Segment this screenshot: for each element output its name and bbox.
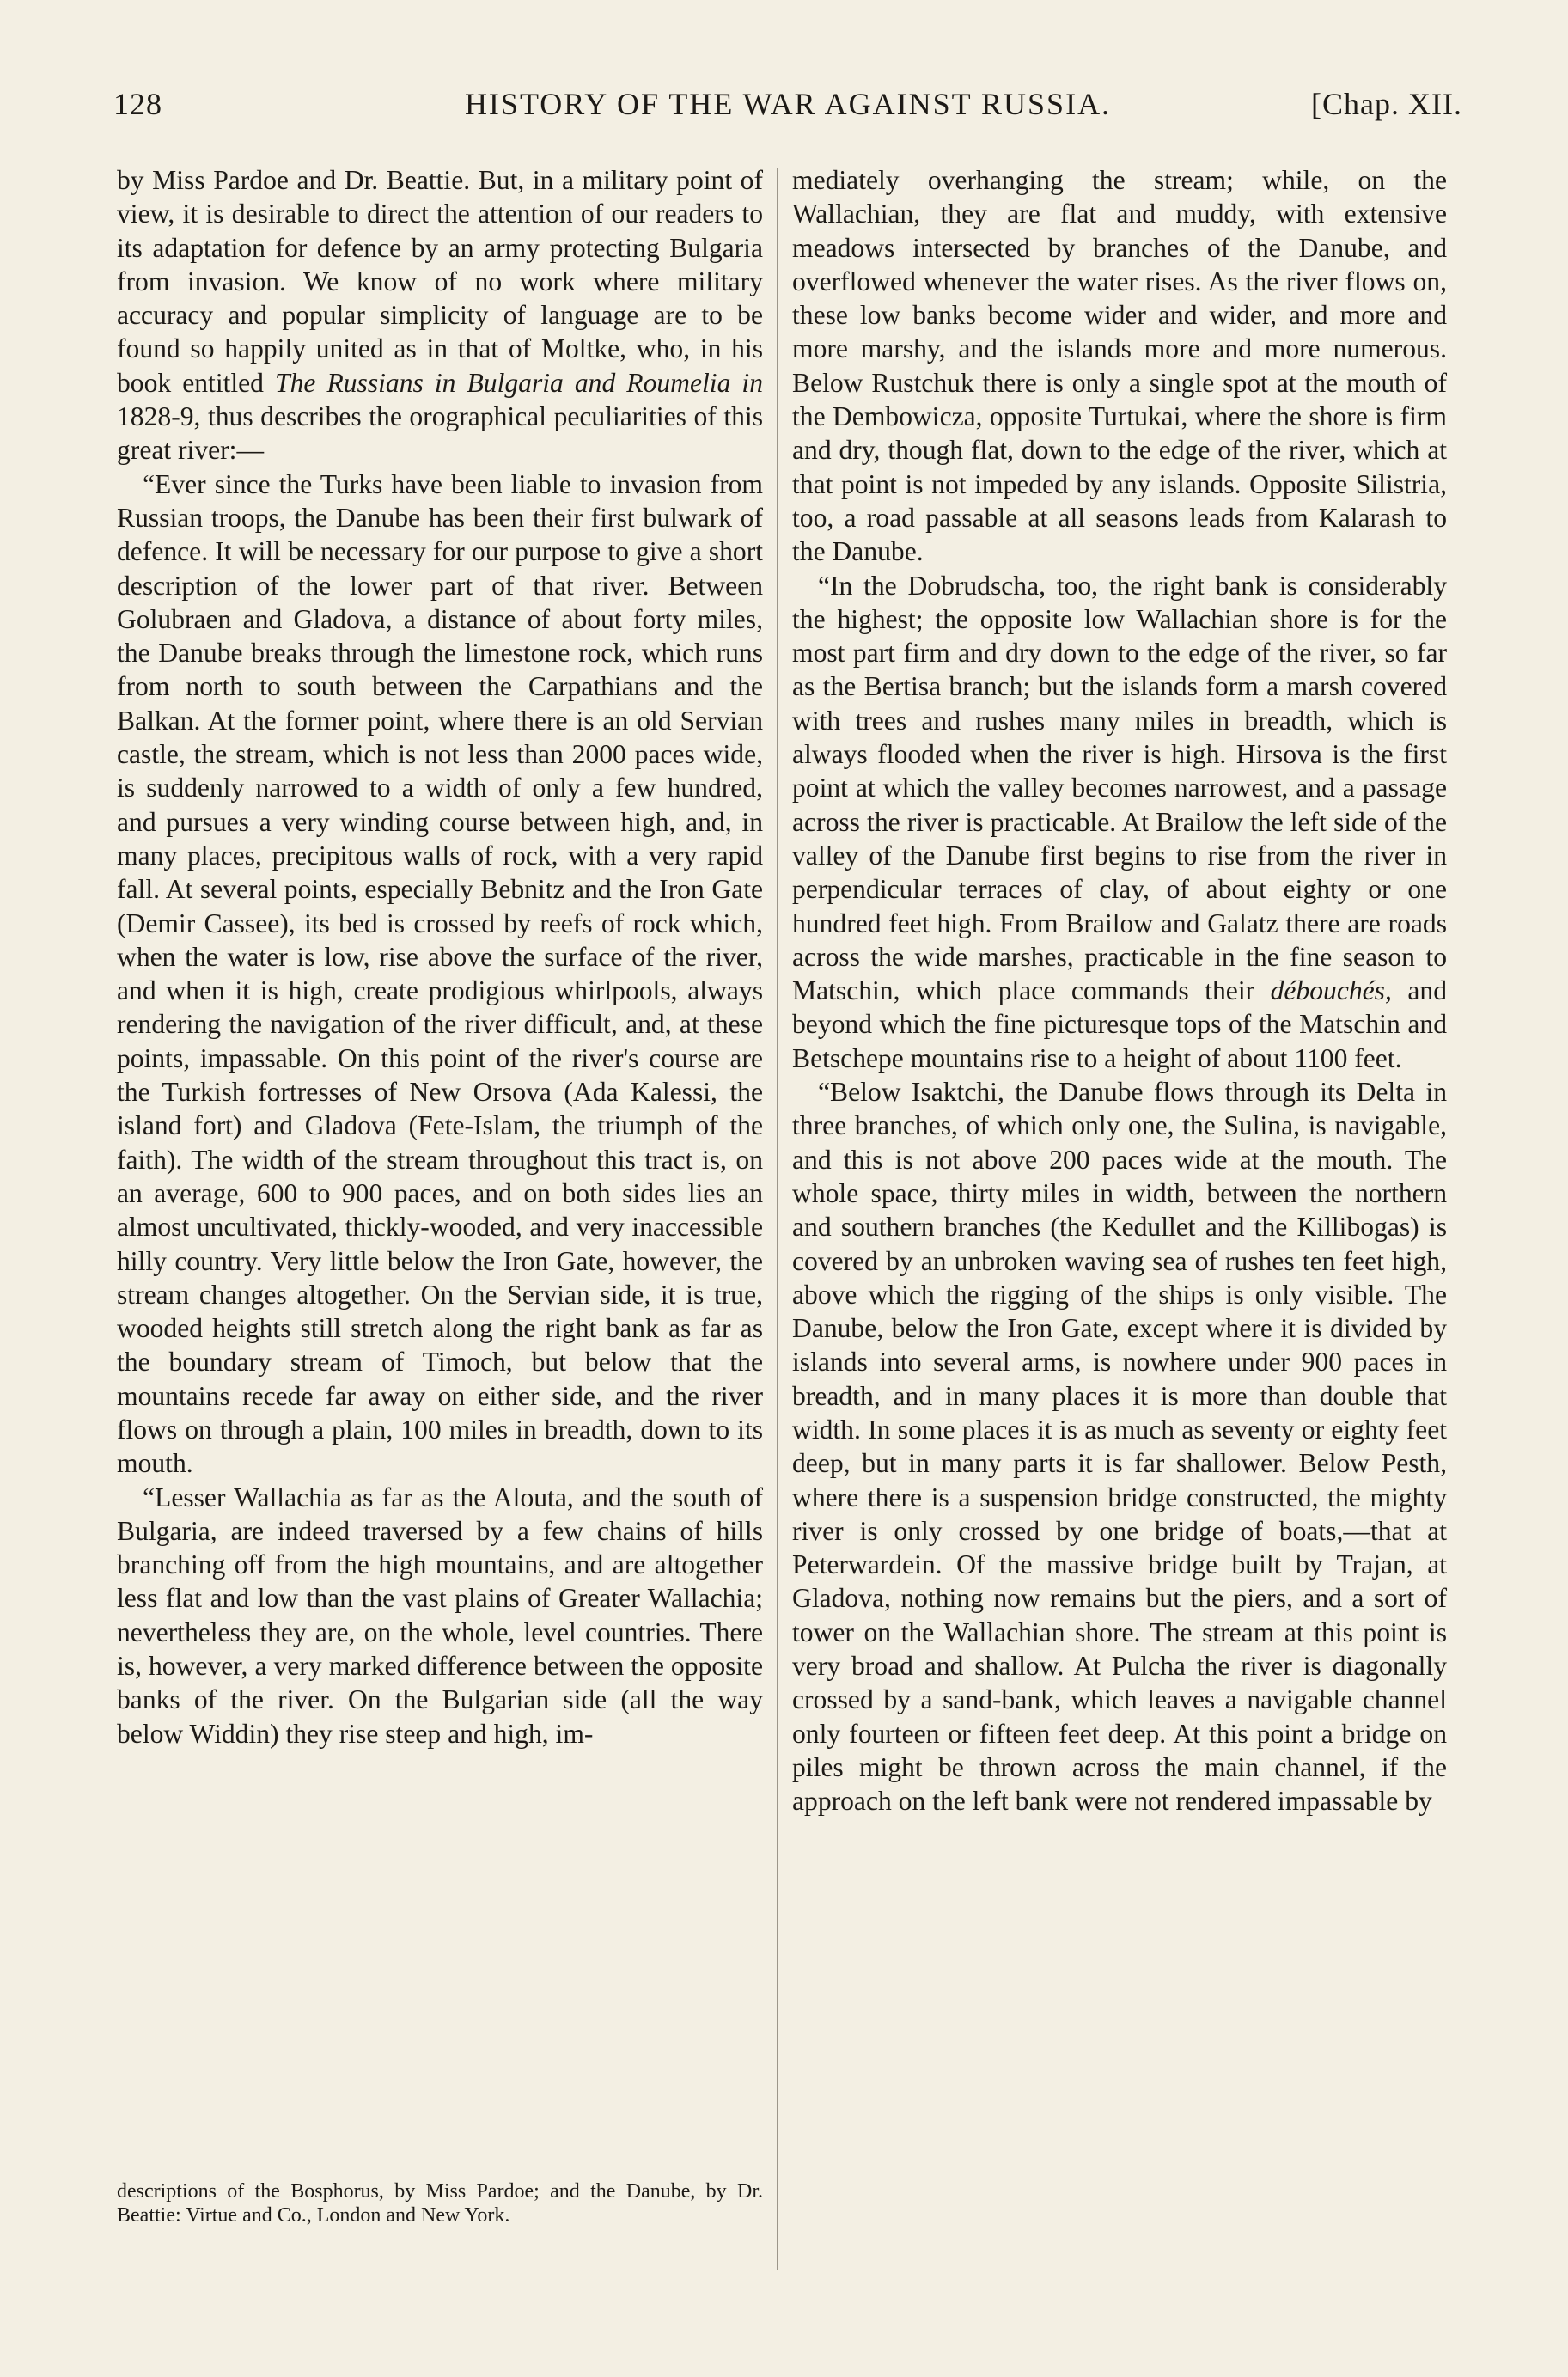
paragraph-isaktchi: “Below Isaktchi, the Danube flows through its Delta in three branches, of which only one, the Sulina, is navigable, and this is not above 200 paces wide at the mouth. The whole space, thirty miles in width, between the northern and southern branches (the Kedullet and the Killibogas) is covered by an unbroken waving sea of rushes ten feet high, above which the rigging of the ships is only visible. The Danube, below the Iron Gate, except where it is divided by islands into several arms, is nowhere under 900 paces in breadth, and in many places it is more than double that width. In some places it is as much as seventy or eighty feet deep, but in many parts it is far shallower. Below Pesth, where there is a suspension bridge constructed, the mighty river is only crossed by one bridge of boats,—that at Peterwardein. Of the massive bridge built by Trajan, at Gladova, nothing now remains but the piers, and a sort of tower on the Wallachian shore. The stream at this point is very broad and shallow. At Pulcha the river is diagonally crossed by a sand-bank, which leaves a navigable channel only fourteen or fifteen feet deep. At this point a bridge on piles might be thrown across the main channel, if the approach on the left bank were not rendered impassable by	[792, 1077, 1447, 1817]
running-title: HISTORY OF THE WAR AGAINST RUSSIA.	[464, 87, 1112, 121]
column-divider	[777, 168, 778, 2270]
paragraph-quote-danube: “Ever since the Turks have been liable to invasion from Russian troops, the Danube has been their first bulwark of defence. It will be necessary for our purpose to give a short description of the lower part of that river. Between Golubraen and Gladova, a distance of about forty miles, the Danube breaks through the limestone rock, which runs from north to south between the Carpathians and the Balkan. At the former point, where there is an old Servian castle, the stream, which is not less than 2000 paces wide, is suddenly narrowed to a width of only a few hundred, and pursues a very winding course between high, and, in many places, precipitous walls of rock, with a very rapid fall. At several points, especially Bebnitz and the Iron Gate (Demir Cassee), its bed is crossed by reefs of rock which, when the water is low, rise above the surface of the river, and when it is high, create prodigious whirlpools, always rendering the navigation of the river difficult, and, at these points, impassable. On this point of the river's course are the Turkish fortresses of New Orsova (Ada Kalessi, the island fort) and Gladova (Fete-Islam, the triumph of the faith). The width of the stream throughout this tract is, on an average, 600 to 900 paces, and on both sides lies an almost uncultivated, thickly-wooded, and very inaccessible hilly country. Very little below the Iron Gate, however, the stream changes altogether. On the Servian side, it is true, wooded heights still stretch along the right bank as far as the boundary stream of Timoch, but below that the mountains recede far away on either side, and the river flows on through a plain, 100 miles in breadth, down to its mouth.	[117, 468, 763, 1479]
book-title-italic: The Russians in Bulgaria and Roumelia in	[275, 367, 763, 398]
paragraph-lesser-wallachia: “Lesser Wallachia as far as the Alouta, and the south of Bulgaria, are indeed traversed by a few chains of hills branching off from the high mountains, and are altogether less flat and low than the vast plains of Greater Wallachia; nevertheless they are, on the whole, level countries. There is, however, a very marked difference between the opposite banks of the river. On the Bulgarian side (all the way below Widdin) they rise steep and high, im-	[117, 1482, 763, 1749]
left-column	[117, 163, 763, 1751]
paragraph-continuation: mediately overhanging the stream; while, on the Wallachian, they are flat and muddy, with extensive meadows intersected by branches of the Danube, and overflowed whenever the water rises. As the river flows on, these low banks become wider and wider, and more and more marshy, and the islands more and more numerous. Below Rustchuk there is only a single spot at the mouth of the Dembowicza, opposite Turtukai, where the shore is firm and dry, though flat, down to the edge of the river, which at that point is not impeded by any islands. Opposite Silistria, too, a road passable at all seasons leads from Kalarash to the Danube.	[792, 165, 1447, 567]
footnote: descriptions of the Bosphorus, by Miss Pardoe; and the Danube, by Dr. Beattie: Virtue and Co., London and New York.	[117, 2180, 763, 2227]
paragraph-intro: by Miss Pardoe and Dr. Beattie. But, in a military point of view, it is desirable to direct the attention of our readers to its adaptation for defence by an army protecting Bulgaria from invasion. We know of no work where military accuracy and popular simplicity of language are to be found so happily united as in that of Moltke, who, in his book entitled The Russians in Bulgaria and Roumelia in 1828-9, thus describes the orographical peculiarities of this great river:—	[117, 165, 763, 466]
paragraph-dobrudscha: “In the Dobrudscha, too, the right bank is considerably the highest; the opposite low Wallachian shore is for the most part firm and dry down to the edge of the river, so far as the Bertisa branch; but the islands form a marsh covered with trees and rushes many miles in breadth, which is always flooded when the river is high. Hirsova is the first point at which the valley becomes narrowest, and a passage across the river is practicable. At Brailow the left side of the valley of the Danube first begins to rise from the river in perpendicular terraces of clay, of about eighty or one hundred feet high. From Brailow and Galatz there are roads across the wide marshes, practicable in the fine season to Matschin, which place commands their débouchés, and beyond which the fine picturesque tops of the Matschin and Betschepe mountains rise to a height of about 1100 feet.	[792, 570, 1447, 1073]
running-header	[113, 86, 1462, 129]
debouches-italic: débouchés,	[1270, 975, 1392, 1006]
right-column	[792, 163, 1447, 1818]
chapter-label: [Chap. XII.	[1311, 87, 1462, 121]
page-number: 128	[113, 87, 162, 121]
